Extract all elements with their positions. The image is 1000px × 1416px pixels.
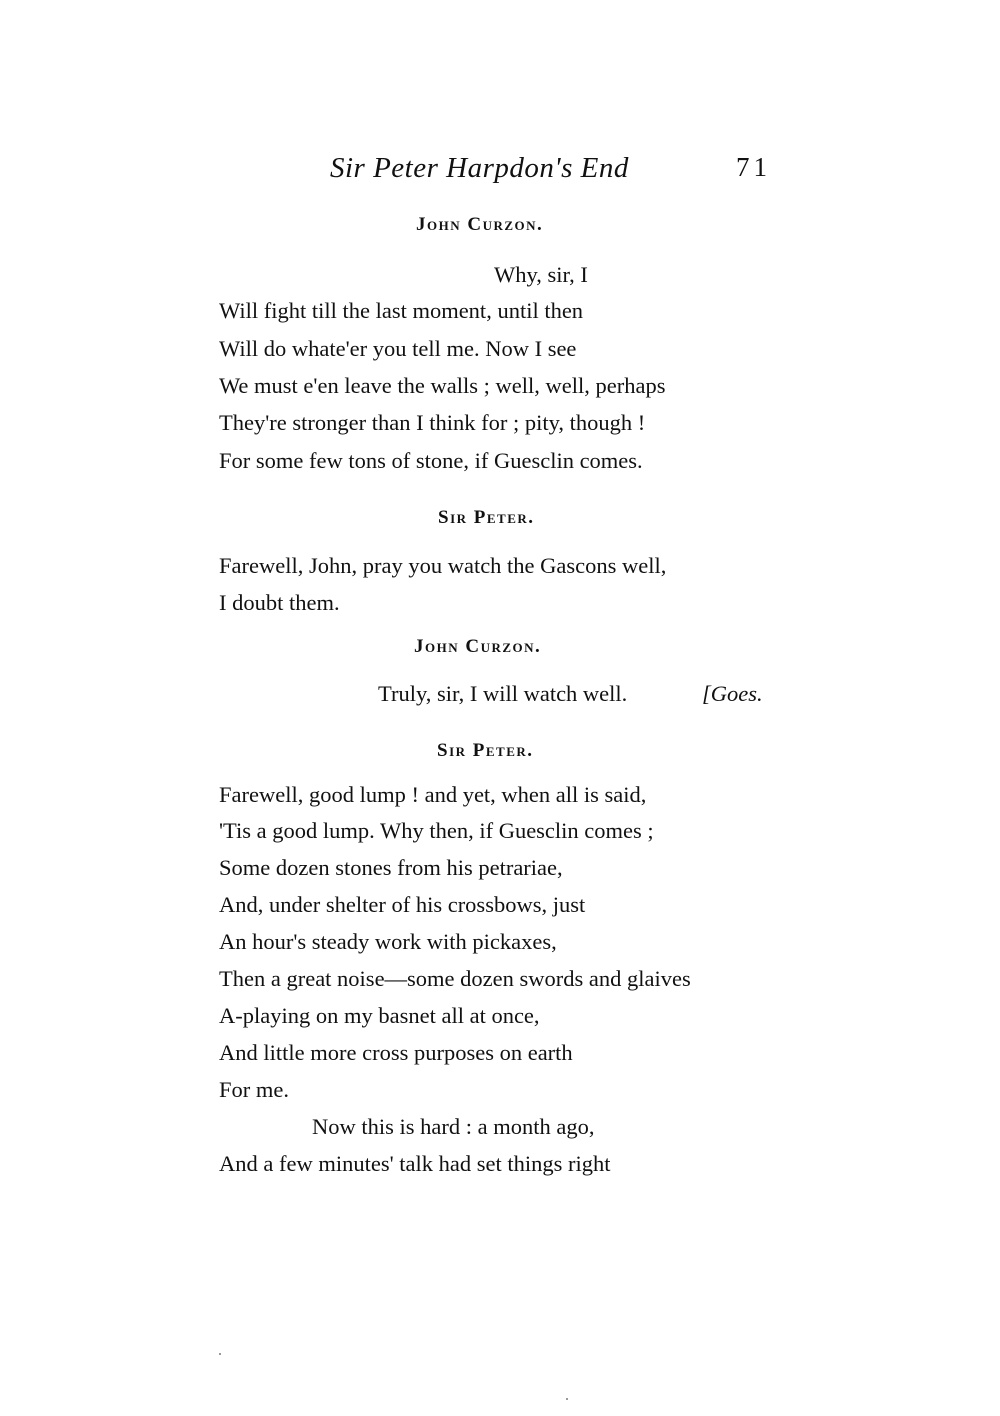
speaker-heading: John Curzon. [416, 214, 544, 235]
verse-line: Will do whate'er you tell me. Now I see [219, 336, 577, 361]
verse-line: Now this is hard : a month ago, [312, 1114, 595, 1139]
page-number: 71 [736, 152, 771, 182]
verse-line: We must e'en leave the walls ; well, well, perhaps [219, 373, 666, 398]
verse-line: And a few minutes' talk had set things right [219, 1151, 611, 1176]
verse-line: Farewell, good lump ! and yet, when all is said, [219, 782, 647, 807]
verse-line: They're stronger than I think for ; pity, though ! [219, 410, 646, 435]
verse-line: And little more cross purposes on earth [219, 1040, 573, 1065]
scan-speck [566, 1398, 568, 1400]
speaker-heading: Sir Peter. [437, 740, 534, 761]
verse-line: Then a great noise—some dozen swords and glaives [219, 966, 691, 991]
verse-line: Farewell, John, pray you watch the Gascons well, [219, 553, 667, 578]
speaker-heading: John Curzon. [414, 636, 542, 657]
verse-line: For some few tons of stone, if Guesclin comes. [219, 448, 643, 473]
scan-speck [219, 1353, 221, 1355]
verse-line: Why, sir, I [494, 262, 588, 287]
verse-line: Truly, sir, I will watch well. [378, 681, 628, 706]
verse-line: An hour's steady work with pickaxes, [219, 929, 557, 954]
verse-line: And, under shelter of his crossbows, just [219, 892, 586, 917]
speaker-heading: Sir Peter. [438, 507, 535, 528]
verse-line: I doubt them. [219, 590, 340, 615]
verse-line: 'Tis a good lump. Why then, if Guesclin comes ; [219, 818, 654, 843]
running-head-title: Sir Peter Harpdon's End [330, 152, 629, 184]
verse-line: Will fight till the last moment, until then [219, 298, 584, 323]
verse-line: Some dozen stones from his petrariae, [219, 855, 563, 880]
stage-direction: [Goes. [702, 681, 763, 706]
verse-line: A-playing on my basnet all at once, [219, 1003, 540, 1028]
verse-line: For me. [219, 1077, 289, 1102]
